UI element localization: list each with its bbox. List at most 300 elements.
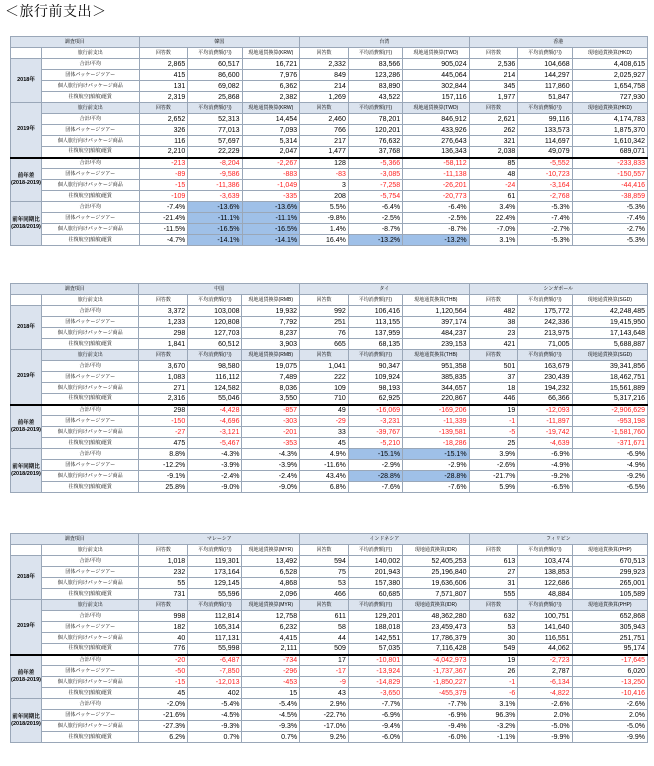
value-cell: 16,721 bbox=[242, 59, 300, 70]
value-cell: -2.6% bbox=[572, 699, 647, 710]
value-cell: 60,512 bbox=[188, 339, 242, 350]
value-cell: 3,903 bbox=[242, 339, 300, 350]
value-cell: 116,551 bbox=[518, 633, 572, 644]
data-row bbox=[11, 339, 648, 350]
value-cell: -39,767 bbox=[348, 427, 402, 438]
value-cell: 265,001 bbox=[572, 578, 647, 589]
value-cell: 1,120,564 bbox=[403, 306, 469, 317]
data-row bbox=[11, 59, 648, 70]
value-cell: -296 bbox=[242, 666, 300, 677]
country-name: 台湾 bbox=[300, 37, 469, 48]
value-cell: -11,339 bbox=[403, 416, 469, 427]
value-cell: 120,201 bbox=[348, 125, 402, 136]
value-cell: 22,229 bbox=[188, 147, 242, 158]
value-cell: 232 bbox=[139, 567, 188, 578]
value-cell: 39,341,856 bbox=[572, 361, 647, 372]
value-cell: 58 bbox=[300, 622, 349, 633]
value-cell: 6,362 bbox=[242, 81, 300, 92]
data-row bbox=[11, 317, 648, 328]
data-row bbox=[11, 328, 648, 339]
value-cell: -3,085 bbox=[348, 169, 402, 180]
value-cell: 7,792 bbox=[242, 317, 300, 328]
category-label: 団体パッケージツアー bbox=[42, 125, 140, 136]
value-cell: -13,250 bbox=[572, 677, 647, 688]
value-cell: -44,416 bbox=[572, 180, 647, 191]
value-cell: 271 bbox=[139, 383, 188, 394]
value-cell: 433,926 bbox=[403, 125, 469, 136]
value-cell: 402 bbox=[188, 688, 242, 699]
column-label: 現地通貨換算(PHP) bbox=[572, 600, 647, 611]
value-cell: -19,742 bbox=[518, 427, 572, 438]
expenditure-table-2 bbox=[10, 283, 648, 493]
value-cell: 62,925 bbox=[348, 394, 402, 405]
value-cell: 117,131 bbox=[188, 633, 242, 644]
section-label: 前年同期比 (2018/2019) bbox=[11, 202, 42, 246]
value-cell: 116 bbox=[139, 136, 188, 147]
value-cell: 43 bbox=[300, 688, 349, 699]
value-cell: -11.1% bbox=[242, 213, 300, 224]
value-cell: -28.8% bbox=[403, 471, 469, 482]
value-cell: -2,906,629 bbox=[572, 405, 647, 416]
value-cell: 44 bbox=[300, 633, 349, 644]
value-cell: 61 bbox=[469, 191, 518, 202]
value-cell: -5.4% bbox=[242, 699, 300, 710]
value-cell: 594 bbox=[300, 556, 349, 567]
category-label: 合計/平均 bbox=[42, 405, 139, 416]
data-row bbox=[11, 622, 648, 633]
value-cell: -21.4% bbox=[139, 213, 188, 224]
data-row bbox=[11, 611, 648, 622]
value-cell: -5,552 bbox=[518, 158, 572, 169]
value-cell: 1,233 bbox=[139, 317, 188, 328]
value-cell: -6.5% bbox=[572, 482, 647, 493]
value-cell: -2,768 bbox=[518, 191, 572, 202]
value-cell: 2,316 bbox=[139, 394, 188, 405]
data-row bbox=[11, 721, 648, 732]
data-row bbox=[11, 361, 648, 372]
value-cell: 3,550 bbox=[242, 394, 300, 405]
section-label: 2018年 bbox=[11, 556, 42, 600]
value-cell: 2,865 bbox=[139, 59, 188, 70]
section-label: 2018年 bbox=[11, 59, 42, 103]
value-cell: 9.2% bbox=[300, 732, 349, 743]
value-cell: -213 bbox=[139, 158, 188, 169]
column-label: 現地通貨換算(KRW) bbox=[242, 103, 300, 114]
value-cell: 776 bbox=[139, 644, 188, 655]
value-cell: 194,232 bbox=[518, 383, 572, 394]
value-cell: -8.7% bbox=[348, 224, 402, 235]
value-cell: 214 bbox=[300, 81, 349, 92]
value-cell: 3 bbox=[300, 180, 349, 191]
value-cell: 42,248,485 bbox=[572, 306, 647, 317]
value-cell: -17 bbox=[300, 666, 349, 677]
value-cell: 83,890 bbox=[348, 81, 402, 92]
value-cell: 689,071 bbox=[572, 147, 647, 158]
value-cell: -58,112 bbox=[403, 158, 469, 169]
data-row bbox=[11, 169, 648, 180]
section-label: 2019年 bbox=[11, 103, 42, 158]
value-cell: 2,536 bbox=[469, 59, 518, 70]
data-row bbox=[11, 556, 648, 567]
value-cell: -11,897 bbox=[518, 416, 572, 427]
column-label: 回答数 bbox=[469, 295, 518, 306]
country-name: フィリピン bbox=[469, 534, 647, 545]
value-cell: 201,943 bbox=[348, 567, 402, 578]
category-label: 往復航空(船舶)運賃 bbox=[42, 235, 140, 246]
value-cell: 3.9% bbox=[469, 449, 518, 460]
category-label: 往復航空(船舶)運賃 bbox=[42, 644, 139, 655]
category-label: 団体パッケージツアー bbox=[42, 416, 139, 427]
value-cell: -12.2% bbox=[139, 460, 188, 471]
value-cell: 446 bbox=[469, 394, 518, 405]
data-row bbox=[11, 125, 648, 136]
value-cell: -1,581,760 bbox=[572, 427, 647, 438]
value-cell: -4.5% bbox=[188, 710, 242, 721]
data-row bbox=[11, 103, 648, 114]
data-row bbox=[11, 394, 648, 405]
value-cell: 123,286 bbox=[348, 70, 402, 81]
value-cell: 12,758 bbox=[242, 611, 300, 622]
value-cell: -14.1% bbox=[188, 235, 242, 246]
value-cell: 2,047 bbox=[242, 147, 300, 158]
value-cell: 208 bbox=[300, 191, 349, 202]
value-cell: 144,297 bbox=[518, 70, 572, 81]
value-cell: 175,772 bbox=[518, 306, 572, 317]
value-cell: -2.4% bbox=[188, 471, 242, 482]
category-label: 個人旅行向けパッケージ商品 bbox=[42, 180, 140, 191]
value-cell: 3.1% bbox=[469, 699, 518, 710]
value-cell: 466 bbox=[300, 589, 349, 600]
value-cell: -455,379 bbox=[403, 688, 469, 699]
value-cell: -6,134 bbox=[518, 677, 572, 688]
column-label: 平均消費額(円) bbox=[348, 350, 402, 361]
value-cell: 137,959 bbox=[348, 328, 402, 339]
value-cell: 55,046 bbox=[188, 394, 242, 405]
value-cell: 0.7% bbox=[242, 732, 300, 743]
value-cell: 302,844 bbox=[403, 81, 469, 92]
value-cell: 230,439 bbox=[518, 372, 572, 383]
value-cell: -169,206 bbox=[403, 405, 469, 416]
value-cell: 7,116,428 bbox=[403, 644, 469, 655]
value-cell: 18,462,751 bbox=[572, 372, 647, 383]
value-cell: -28.8% bbox=[348, 471, 402, 482]
value-cell: -7.0% bbox=[469, 224, 518, 235]
value-cell: -9.9% bbox=[518, 732, 572, 743]
column-label: 平均消費額(円) bbox=[518, 48, 572, 59]
column-label: 平均消費額(円) bbox=[188, 295, 242, 306]
value-cell: 45 bbox=[300, 438, 349, 449]
value-cell: 165,314 bbox=[188, 622, 242, 633]
value-cell: -9.2% bbox=[572, 471, 647, 482]
column-label: 回答数 bbox=[300, 545, 349, 556]
category-label: 合計/平均 bbox=[42, 699, 139, 710]
column-header-label: 旅行前支出 bbox=[42, 48, 140, 59]
column-label: 平均消費額(円) bbox=[518, 295, 572, 306]
value-cell: 163,679 bbox=[518, 361, 572, 372]
value-cell: 103,008 bbox=[188, 306, 242, 317]
value-cell: 549 bbox=[469, 644, 518, 655]
value-cell: 17,786,379 bbox=[403, 633, 469, 644]
value-cell: -11.1% bbox=[188, 213, 242, 224]
value-cell: 613 bbox=[469, 556, 518, 567]
data-row bbox=[11, 136, 648, 147]
value-cell: 415 bbox=[139, 70, 188, 81]
section-label: 2018年 bbox=[11, 306, 42, 350]
category-label: 団体パッケージツアー bbox=[42, 169, 140, 180]
value-cell: 632 bbox=[469, 611, 518, 622]
value-cell: 40 bbox=[139, 633, 188, 644]
value-cell: 53 bbox=[300, 578, 349, 589]
column-label: 現地通貨換算(MYR) bbox=[242, 600, 300, 611]
value-cell: 104,668 bbox=[518, 59, 572, 70]
value-cell: 397,174 bbox=[403, 317, 469, 328]
data-row bbox=[11, 383, 648, 394]
value-cell: 98,193 bbox=[348, 383, 402, 394]
value-cell: 1,841 bbox=[139, 339, 188, 350]
value-cell: -953,198 bbox=[572, 416, 647, 427]
category-label: 団体パッケージツアー bbox=[42, 70, 140, 81]
value-cell: 141,640 bbox=[518, 622, 572, 633]
value-cell: -9.9% bbox=[572, 732, 647, 743]
value-cell: 37 bbox=[469, 372, 518, 383]
value-cell: 611 bbox=[300, 611, 349, 622]
value-cell: 78,201 bbox=[348, 114, 402, 125]
value-cell: -20,773 bbox=[403, 191, 469, 202]
survey-item-label: 調査項目 bbox=[11, 534, 139, 545]
value-cell: -11.5% bbox=[139, 224, 188, 235]
country-header-row bbox=[11, 284, 648, 295]
value-cell: -11,386 bbox=[188, 180, 242, 191]
category-label: 団体パッケージツアー bbox=[42, 317, 139, 328]
data-row bbox=[11, 471, 648, 482]
value-cell: -3,164 bbox=[518, 180, 572, 191]
value-cell: 109,924 bbox=[348, 372, 402, 383]
value-cell: 6,020 bbox=[572, 666, 647, 677]
value-cell: -7.7% bbox=[403, 699, 469, 710]
value-cell: 4,415 bbox=[242, 633, 300, 644]
value-cell: 298 bbox=[139, 405, 188, 416]
column-label: 現地通貨換算(HKD) bbox=[572, 48, 647, 59]
value-cell: -5,467 bbox=[188, 438, 242, 449]
value-cell: 239,153 bbox=[403, 339, 469, 350]
data-row bbox=[11, 710, 648, 721]
value-cell: 142,551 bbox=[348, 633, 402, 644]
value-cell: 43.4% bbox=[300, 471, 349, 482]
value-cell: 120,808 bbox=[188, 317, 242, 328]
value-cell: 30 bbox=[469, 633, 518, 644]
column-label: 現地通貨換算(SGD) bbox=[572, 295, 647, 306]
value-cell: -4.7% bbox=[139, 235, 188, 246]
value-cell: -734 bbox=[242, 655, 300, 666]
value-cell: 326 bbox=[139, 125, 188, 136]
country-name: 韓国 bbox=[139, 37, 300, 48]
column-label: 回答数 bbox=[139, 545, 188, 556]
value-cell: 344,657 bbox=[403, 383, 469, 394]
value-cell: -9.8% bbox=[300, 213, 349, 224]
value-cell: 5,314 bbox=[242, 136, 300, 147]
value-cell: 71,005 bbox=[518, 339, 572, 350]
value-cell: -17,645 bbox=[572, 655, 647, 666]
value-cell: 7,571,807 bbox=[403, 589, 469, 600]
value-cell: -3,639 bbox=[188, 191, 242, 202]
data-row bbox=[11, 202, 648, 213]
country-name: マレーシア bbox=[139, 534, 300, 545]
value-cell: 55 bbox=[139, 578, 188, 589]
data-row bbox=[11, 81, 648, 92]
value-cell: 1,018 bbox=[139, 556, 188, 567]
data-row bbox=[11, 482, 648, 493]
value-cell: -6.9% bbox=[348, 710, 402, 721]
value-cell: 14,454 bbox=[242, 114, 300, 125]
value-cell: -5.0% bbox=[572, 721, 647, 732]
value-cell: 3.4% bbox=[469, 202, 518, 213]
value-cell: -3,650 bbox=[348, 688, 402, 699]
value-cell: 25 bbox=[469, 438, 518, 449]
value-cell: 86,600 bbox=[188, 70, 242, 81]
value-cell: 345 bbox=[469, 81, 518, 92]
value-cell: 19,636,606 bbox=[403, 578, 469, 589]
value-cell: -5.3% bbox=[572, 202, 647, 213]
value-cell: 766 bbox=[300, 125, 349, 136]
category-label: 合計/平均 bbox=[42, 202, 140, 213]
value-cell: -3.2% bbox=[469, 721, 518, 732]
value-cell: -857 bbox=[242, 405, 300, 416]
column-label: 平均消費額(円) bbox=[348, 103, 402, 114]
value-cell: 95,174 bbox=[572, 644, 647, 655]
section-label: 2019年 bbox=[11, 350, 42, 405]
data-row bbox=[11, 114, 648, 125]
value-cell: 15 bbox=[242, 688, 300, 699]
value-cell: 951,358 bbox=[403, 361, 469, 372]
page-title: ＜旅行前支出＞ bbox=[5, 4, 107, 20]
value-cell: 19,932 bbox=[242, 306, 300, 317]
value-cell: -4,696 bbox=[188, 416, 242, 427]
category-label: 往復航空(船舶)運賃 bbox=[42, 482, 139, 493]
value-cell: -6.0% bbox=[403, 732, 469, 743]
value-cell: 140,002 bbox=[348, 556, 402, 567]
value-cell: 57,035 bbox=[348, 644, 402, 655]
value-cell: 129,201 bbox=[348, 611, 402, 622]
category-label: 団体パッケージツアー bbox=[42, 213, 140, 224]
category-label: 往復航空(船舶)運賃 bbox=[42, 339, 139, 350]
category-label: 往復航空(船舶)運賃 bbox=[42, 589, 139, 600]
value-cell: 222 bbox=[300, 372, 349, 383]
value-cell: -9.4% bbox=[403, 721, 469, 732]
category-label: 個人旅行向けパッケージ商品 bbox=[42, 578, 139, 589]
value-cell: 66,366 bbox=[518, 394, 572, 405]
category-label: 合計/平均 bbox=[42, 361, 139, 372]
value-cell: 90,347 bbox=[348, 361, 402, 372]
value-cell: 421 bbox=[469, 339, 518, 350]
category-label: 団体パッケージツアー bbox=[42, 710, 139, 721]
value-cell: -353 bbox=[242, 438, 300, 449]
column-label: 現地通貨換算(MYR) bbox=[242, 545, 300, 556]
value-cell: 484,237 bbox=[403, 328, 469, 339]
column-header-label: 旅行前支出 bbox=[42, 295, 139, 306]
value-cell: 501 bbox=[469, 361, 518, 372]
value-cell: -9.4% bbox=[348, 721, 402, 732]
category-label: 往復航空(船舶)運賃 bbox=[42, 438, 139, 449]
value-cell: 157,116 bbox=[403, 92, 469, 103]
value-cell: -15 bbox=[139, 180, 188, 191]
value-cell: -2.0% bbox=[139, 699, 188, 710]
value-cell: 1,654,758 bbox=[572, 81, 647, 92]
value-cell: 214 bbox=[469, 70, 518, 81]
value-cell: -6.9% bbox=[572, 449, 647, 460]
value-cell: -13.2% bbox=[348, 235, 402, 246]
value-cell: 133,573 bbox=[518, 125, 572, 136]
value-cell: 99,116 bbox=[518, 114, 572, 125]
value-cell: 4.9% bbox=[300, 449, 349, 460]
value-cell: 19,415,950 bbox=[572, 317, 647, 328]
value-cell: 1.4% bbox=[300, 224, 349, 235]
value-cell: -2,267 bbox=[242, 158, 300, 169]
value-cell: -1 bbox=[469, 677, 518, 688]
value-cell: 37,768 bbox=[348, 147, 402, 158]
value-cell: 6.2% bbox=[139, 732, 188, 743]
value-cell: 18 bbox=[469, 383, 518, 394]
column-label: 現地通貨換算(HKD) bbox=[572, 103, 647, 114]
value-cell: -1,737,367 bbox=[403, 666, 469, 677]
value-cell: 113,155 bbox=[348, 317, 402, 328]
country-name: 中国 bbox=[139, 284, 300, 295]
value-cell: 112,814 bbox=[188, 611, 242, 622]
column-label: 回答数 bbox=[469, 545, 518, 556]
column-label: 回答数 bbox=[139, 103, 188, 114]
value-cell: 49,079 bbox=[518, 147, 572, 158]
value-cell: -15.1% bbox=[403, 449, 469, 460]
column-label: 現地通貨換算(SGD) bbox=[572, 350, 647, 361]
value-cell: -4.9% bbox=[518, 460, 572, 471]
category-label: 合計/平均 bbox=[42, 655, 139, 666]
value-cell: -10,723 bbox=[518, 169, 572, 180]
value-cell: 69,082 bbox=[188, 81, 242, 92]
data-row bbox=[11, 438, 648, 449]
section-label: 2019年 bbox=[11, 600, 42, 655]
value-cell: 2,319 bbox=[139, 92, 188, 103]
value-cell: 6,232 bbox=[242, 622, 300, 633]
value-cell: 385,835 bbox=[403, 372, 469, 383]
column-label: 回答数 bbox=[469, 600, 518, 611]
value-cell: 298 bbox=[139, 328, 188, 339]
data-row bbox=[11, 158, 648, 169]
value-cell: -2.5% bbox=[348, 213, 402, 224]
category-label: 個人旅行向けパッケージ商品 bbox=[42, 328, 139, 339]
value-cell: 1,875,370 bbox=[572, 125, 647, 136]
value-cell: 2,382 bbox=[242, 92, 300, 103]
value-cell: 114,697 bbox=[518, 136, 572, 147]
value-cell: 45 bbox=[139, 688, 188, 699]
value-cell: -20 bbox=[139, 655, 188, 666]
value-cell: 48,884 bbox=[518, 589, 572, 600]
value-cell: -6.0% bbox=[348, 732, 402, 743]
value-cell: -4.9% bbox=[572, 460, 647, 471]
value-cell: 555 bbox=[469, 589, 518, 600]
country-name: タイ bbox=[300, 284, 469, 295]
value-cell: 2,621 bbox=[469, 114, 518, 125]
value-cell: 25,868 bbox=[188, 92, 242, 103]
category-label: 合計/平均 bbox=[42, 556, 139, 567]
column-label: 回答数 bbox=[469, 48, 518, 59]
blank-corner bbox=[11, 545, 42, 556]
value-cell: -7.6% bbox=[403, 482, 469, 493]
value-cell: -5.3% bbox=[518, 202, 572, 213]
column-label: 現地通貨換算(IDR) bbox=[403, 545, 469, 556]
category-label: 往復航空(船舶)運賃 bbox=[42, 394, 139, 405]
column-header-label: 旅行前支出 bbox=[42, 350, 139, 361]
category-label: 合計/平均 bbox=[42, 449, 139, 460]
value-cell: 55,596 bbox=[188, 589, 242, 600]
